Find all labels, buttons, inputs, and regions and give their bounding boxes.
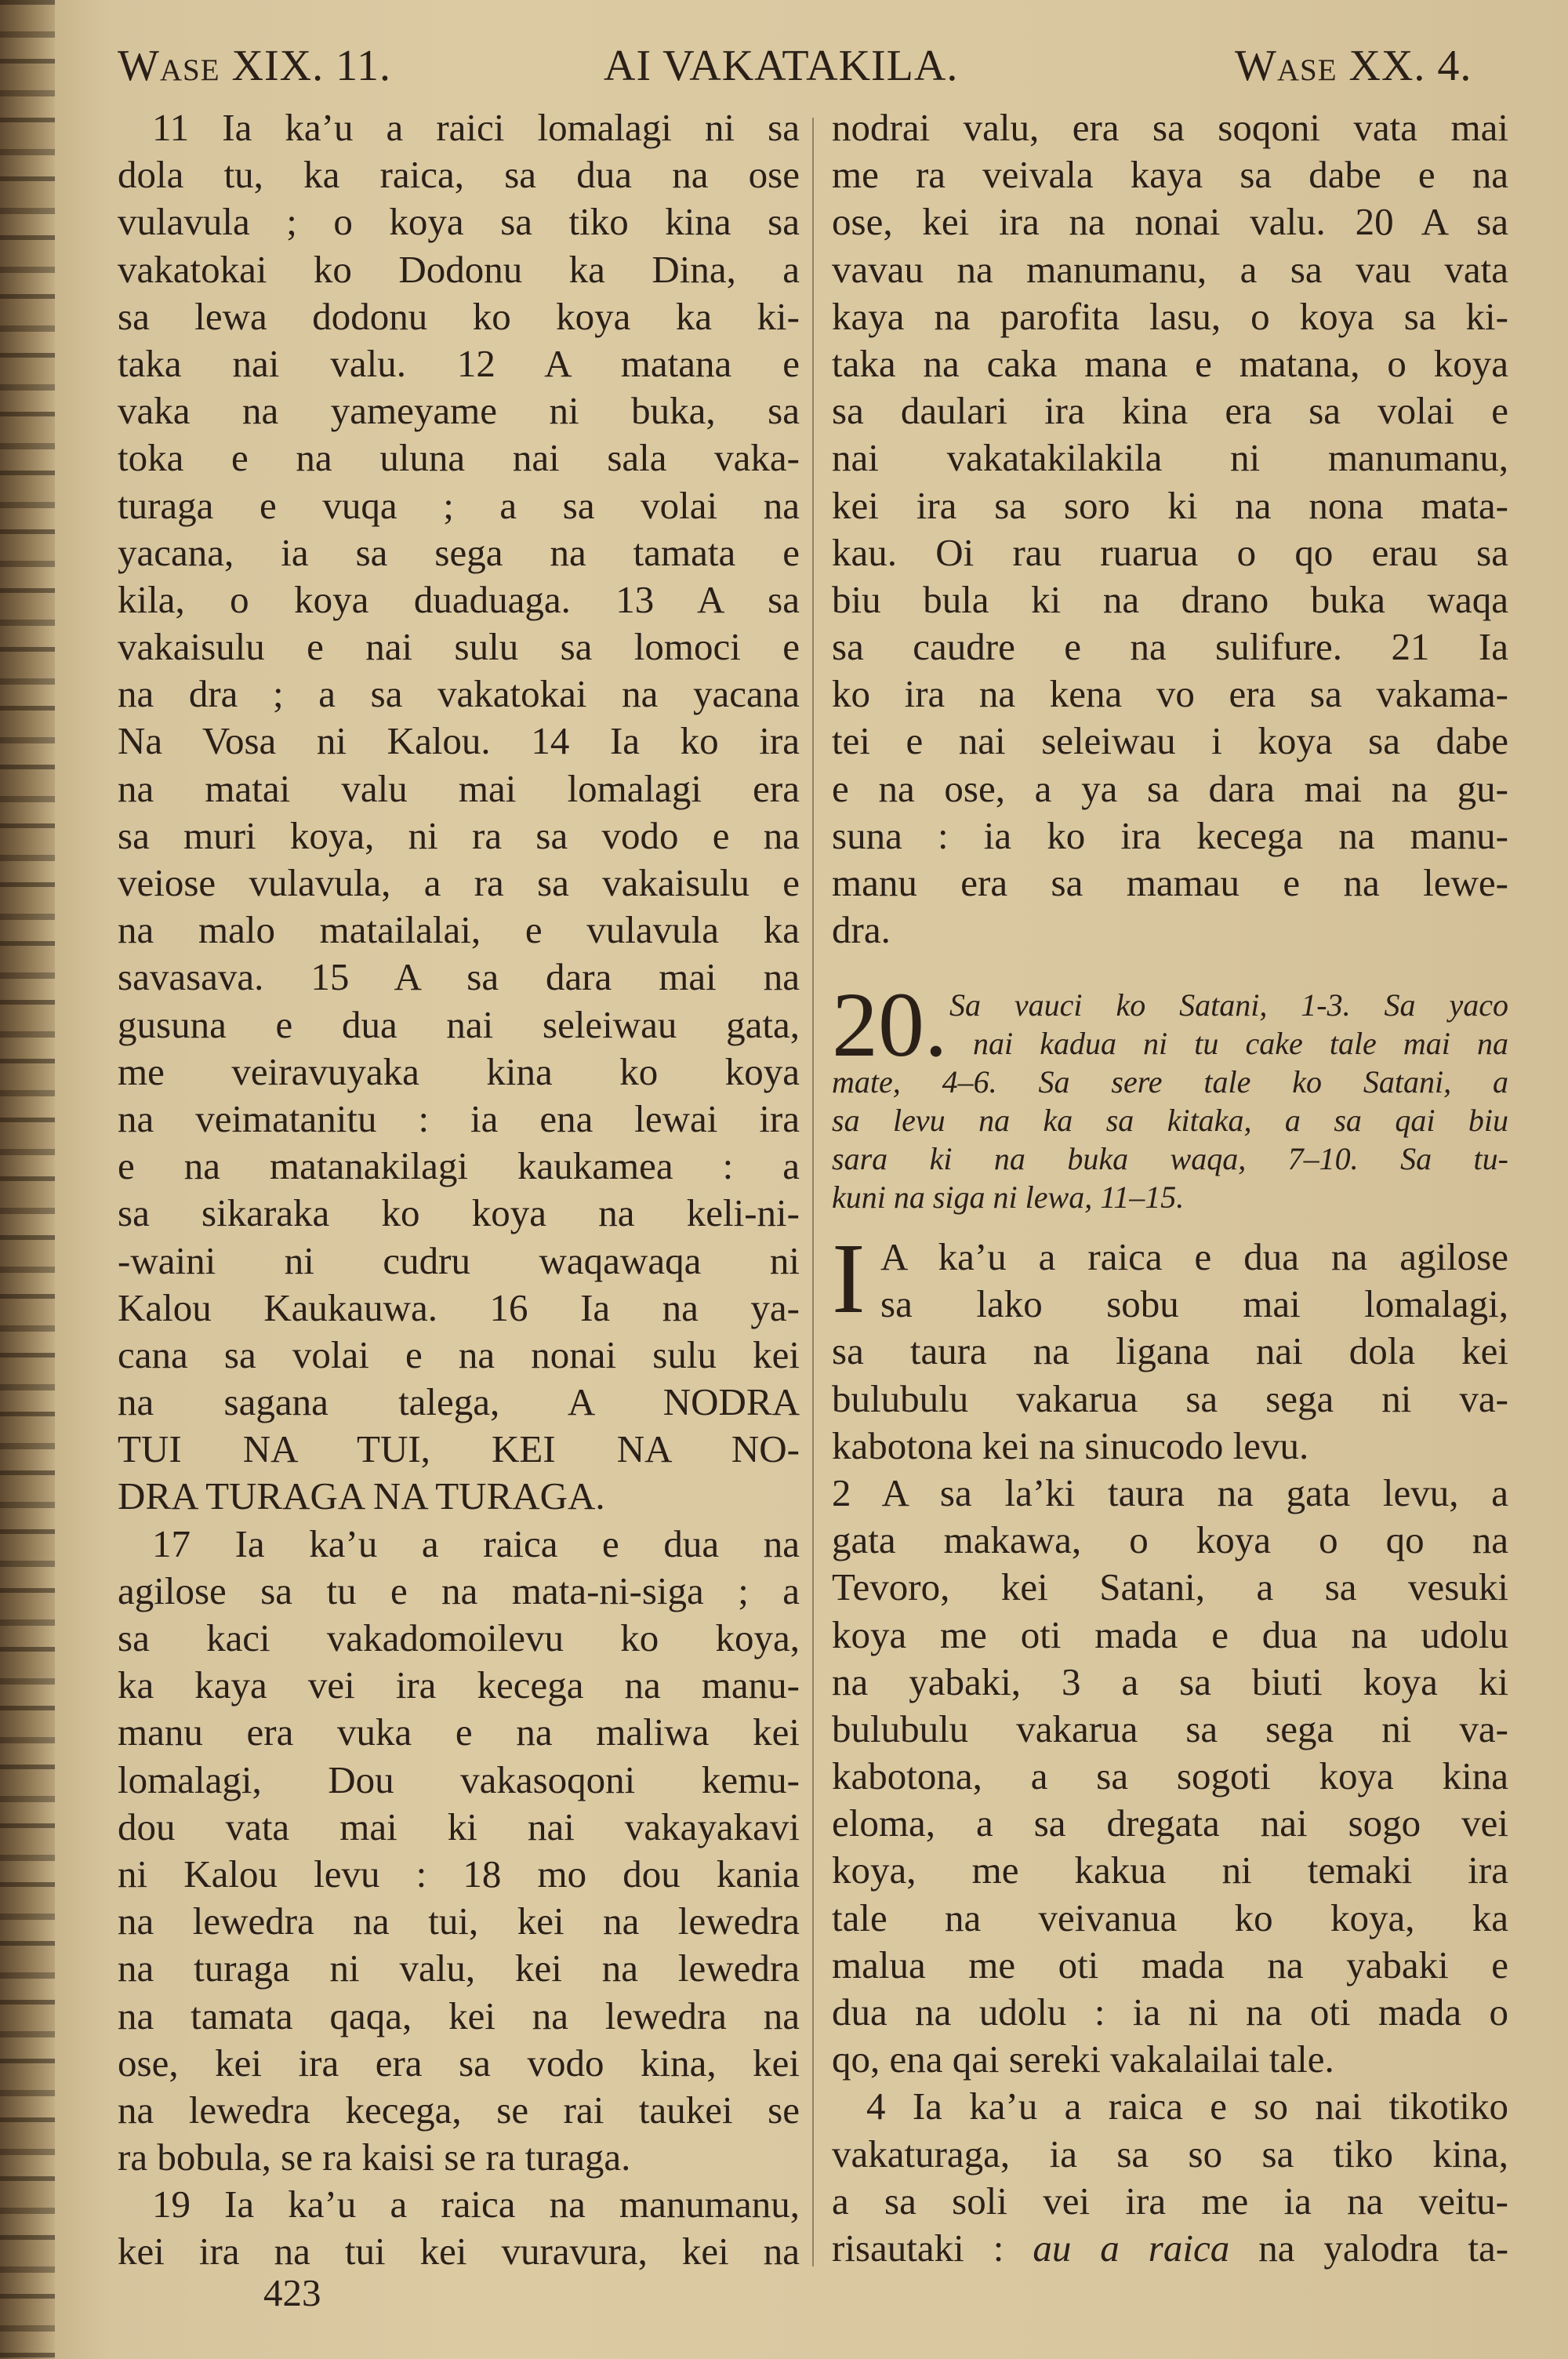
text-line: e na matanakilagi kaukamea : a — [118, 1144, 800, 1188]
text-line: biu bula ki na drano buka waqa — [832, 577, 1508, 621]
text-line: 4 Ia ka’u a raica e so nai tikotiko — [866, 2085, 1508, 2128]
text-line: na turaga ni valu, kei na lewedra — [118, 1946, 800, 1990]
text-line: sa daulari ira kina era sa volai e — [832, 389, 1508, 433]
text-segment: risautaki : — [832, 2226, 1033, 2270]
text-line: koya me oti mada e dua na udolu — [832, 1612, 1508, 1656]
text-line: sa sikaraka ko koya na keli-ni- — [118, 1191, 800, 1235]
text-line: bulubulu vakarua sa sega ni va- — [832, 1707, 1508, 1750]
text-line: Tevoro, kei Satani, a sa vesuki — [832, 1565, 1508, 1609]
text-line: bulubulu vakarua sa sega ni va- — [832, 1376, 1508, 1420]
text-line: na yabaki, 3 a sa biuti koya ki — [832, 1659, 1508, 1703]
text-line: dua na udolu : ia ni na oti mada o — [832, 1990, 1508, 2034]
text-line: toka e na uluna nai sala vaka- — [118, 436, 800, 480]
text-line: dra. — [832, 908, 891, 952]
text-line: na sagana talega, A NODRA — [118, 1380, 800, 1424]
running-head-left — [118, 41, 391, 91]
text-line: ka kaya vei ira kecega na manu- — [118, 1663, 800, 1707]
text-line: agilose sa tu e na mata-ni-siga ; a — [118, 1568, 800, 1612]
text-line: kabotona kei na sinucodo levu. — [832, 1423, 1309, 1467]
book-binding-edge — [0, 0, 55, 2359]
text-line: vaka na yameyame ni buka, sa — [118, 389, 800, 433]
right-column-top — [832, 104, 1508, 954]
text-line: sa muri koya, ni ra sa vodo e na — [118, 813, 800, 857]
text-line: ko ira na kena vo era sa vakama- — [832, 672, 1508, 716]
text-line: sa kaci vakadomoilevu ko koya, — [118, 1616, 800, 1659]
text-line: kau. Oi rau ruarua o qo erau sa — [832, 530, 1508, 574]
text-line: mate, 4–6. Sa sere tale ko Satani, a — [832, 1064, 1508, 1100]
text-line: na tamata qaqa, kei na lewedra na — [118, 1994, 800, 2037]
text-line: ose, kei ira era sa vodo kina, kei — [118, 2041, 800, 2085]
text-line: kaya na parofita lasu, o koya sa ki- — [832, 294, 1508, 338]
text-line: a sa soli vei ira me ia na veitu- — [832, 2179, 1508, 2223]
text-line: qo, ena qai sereki vakalailai tale. — [832, 2037, 1334, 2081]
italic-text: au a raica — [1033, 2226, 1230, 2270]
text-line: nodrai valu, era sa soqoni vata mai — [832, 106, 1508, 149]
text-line: nai kadua ni tu cake tale mai na — [973, 1026, 1508, 1061]
running-head-left-ref: XIX. 11. — [220, 42, 391, 90]
text-line: vakatokai ko Dodonu ka Dina, a — [118, 247, 800, 291]
text-line: vavau na manumanu, a sa vau vata — [832, 247, 1508, 291]
text-line: dou vata mai ki nai vakayakavi — [118, 1805, 800, 1848]
text-line: na lewedra na tui, kei na lewedra — [118, 1899, 800, 1943]
text-line: na veimatanitu : ia ena lewai ira — [118, 1096, 800, 1140]
text-line: ose, kei ira na nonai valu. 20 A sa — [832, 200, 1508, 244]
text-line: sara ki na buka waqa, 7–10. Sa tu- — [832, 1141, 1508, 1176]
text-line: malua me oti mada na yabaki e — [832, 1943, 1508, 1986]
text-line: vakaturaga, ia sa so sa tiko kina, — [832, 2132, 1508, 2175]
text-line: me ra veivala kaya sa dabe e na — [832, 153, 1508, 197]
text-line: koya, me kakua ni temaki ira — [832, 1848, 1508, 1892]
text-line: A ka’u a raica e dua na agilose — [880, 1235, 1508, 1278]
page-number: 423 — [263, 2271, 321, 2314]
text-line: 19 Ia ka’u a raica na manumanu, — [152, 2183, 800, 2226]
text-line: kabotona, a sa sogoti koya kina — [832, 1754, 1508, 1798]
text-line: manu era vuka e na maliwa kei — [118, 1710, 800, 1754]
text-line: kei ira sa soro ki na nona mata- — [832, 483, 1508, 527]
left-column — [118, 104, 800, 2276]
text-line: 2 A sa la’ki taura na gata levu, a — [832, 1470, 1508, 1514]
text-line: sa taura na ligana nai dola kei — [832, 1329, 1508, 1373]
text-line: Na Vosa ni Kalou. 14 Ia ko ira — [118, 719, 800, 763]
text-line: taka na caka mana e matana, o koya — [832, 341, 1508, 385]
text-line: na matai valu mai lomalagi era — [118, 766, 800, 810]
text-line: sa lako sobu mai lomalagi, — [880, 1282, 1508, 1326]
text-line: gata makawa, o koya o qo na — [832, 1518, 1508, 1562]
text-line: Sa vauci ko Satani, 1-3. Sa yaco — [949, 987, 1508, 1023]
column-divider — [812, 118, 814, 2266]
text-line: -waini ni cudru waqawaqa ni — [118, 1238, 800, 1282]
text-line: savasava. 15 A sa dara mai na — [118, 955, 800, 999]
drop-cap: I — [832, 1223, 866, 1334]
text-line: sa levu na ka sa kitaka, a sa qai biu — [832, 1103, 1508, 1138]
text-line: me veiravuyaka kina ko koya — [118, 1049, 800, 1093]
text-line: TUI NA TUI, KEI NA NO- — [118, 1427, 800, 1471]
text-line: na dra ; a sa vakatokai na yacana — [118, 672, 800, 716]
text-line: tale na veivanua ko koya, ka — [832, 1896, 1508, 1939]
text-line: lomalagi, Dou vakasoqoni kemu- — [118, 1757, 800, 1801]
text-line: yacana, ia sa sega na tamata e — [118, 530, 800, 574]
text-line: Kalou Kaukauwa. 16 Ia na ya- — [118, 1285, 800, 1329]
text-line: na lewedra kecega, se rai taukei se — [118, 2088, 800, 2132]
text-segment: na yalodra ta- — [1229, 2226, 1509, 2270]
text-line: kila, o koya duaduaga. 13 A sa — [118, 577, 800, 621]
text-line: 11 Ia ka’u a raici lomalagi ni sa — [152, 106, 800, 149]
text-line: ni Kalou levu : 18 mo dou kania — [118, 1852, 800, 1896]
text-line: na malo matailalai, e vulavula ka — [118, 908, 800, 952]
chapter-summary — [832, 986, 1508, 1216]
running-head-right-ref: XX. 4. — [1337, 42, 1472, 90]
text-line: tei e nai seleiwau i koya sa dabe — [832, 719, 1508, 763]
running-head-left-book: Wase — [118, 42, 220, 90]
text-line: 17 Ia ka’u a raica e dua na — [152, 1521, 800, 1565]
text-line: vakaisulu e nai sulu sa lomoci e — [118, 625, 800, 669]
text-line: manu era sa mamau e na lewe- — [832, 861, 1508, 904]
text-line: sa caudre e na sulifure. 21 Ia — [832, 625, 1508, 669]
text-line: gusuna e dua nai seleiwau gata, — [118, 1002, 800, 1046]
text-line: turaga e vuqa ; a sa volai na — [118, 483, 800, 527]
text-line: DRA TURAGA NA TURAGA. — [118, 1474, 605, 1518]
text-line: eloma, a sa dregata nai sogo vei — [832, 1801, 1508, 1845]
text-line: e na ose, a ya sa dara mai na gu- — [832, 766, 1508, 810]
text-line: taka nai valu. 12 A matana e — [118, 341, 800, 385]
chapter-number: 20. — [832, 973, 948, 1076]
running-head-right — [1235, 41, 1472, 91]
text-line: veiose vulavula, a ra sa vakaisulu e — [118, 861, 800, 904]
text-line: vulavula ; o koya sa tiko kina sa — [118, 200, 800, 244]
text-line: ra bobula, se ra kaisi se ra turaga. — [118, 2135, 631, 2179]
text-line: cana sa volai e na nonai sulu kei — [118, 1332, 800, 1376]
text-line: suna : ia ko ira kecega na manu- — [832, 813, 1508, 857]
text-line: nai vakatakilakila ni manumanu, — [832, 436, 1508, 480]
text-line — [832, 2225, 1508, 2272]
running-head-right-book: Wase — [1235, 42, 1338, 90]
text-line: sa lewa dodonu ko koya ka ki- — [118, 294, 800, 338]
chapter-text — [832, 1234, 1508, 2272]
text-line: kei ira na tui kei vuravura, kei na — [118, 2230, 800, 2274]
text-line: dola tu, ka raica, sa dua na ose — [118, 153, 800, 197]
running-head-title: AI VAKATAKILA. — [604, 42, 959, 90]
text-line: kuni na siga ni lewa, 11–15. — [832, 1180, 1185, 1215]
